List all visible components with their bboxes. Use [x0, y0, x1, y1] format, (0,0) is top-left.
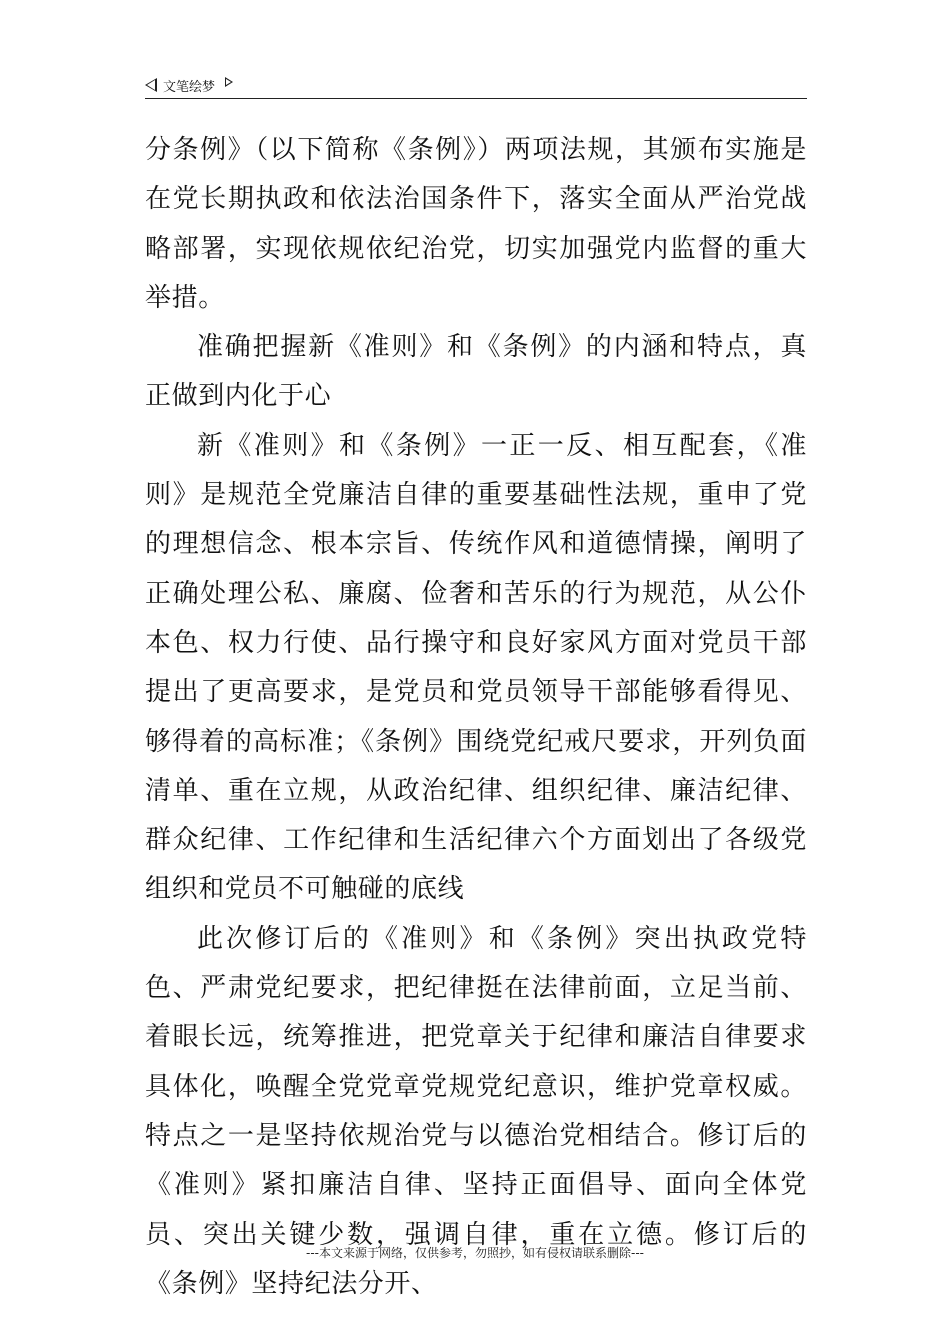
- document-body: [145, 126, 807, 1309]
- header-title: 文笔绘梦: [163, 79, 216, 95]
- paragraph-2: 准确把握新《准则》和《条例》的内涵和特点，真正做到内化于心: [145, 332, 807, 412]
- triangle-right-icon: [225, 77, 233, 87]
- footer-notice: ---本文来源于网络，仅供参考，勿照抄，如有侵权请联系删除---: [306, 1246, 644, 1260]
- paragraph-4: 此次修订后的《准则》和《条例》突出执政党特色、严肃党纪要求，把纪律挺在法律前面，立足当前、着眼长远，统筹推进，把党章关于纪律和廉洁自律要求具体化，唤醒全党党章党规党纪意识，维护党章权威。特点之一是坚持依规治党与以德治党相结合。修订后的《准则》紧扣廉洁自律、坚持正面倡导、面向全体党员、突出关键少数，强调自律，重在立德。修订后的《条例》坚持纪法分开、: [145, 923, 807, 1299]
- paragraph-1: 分条例》（以下简称《条例》）两项法规，其颁布实施是在党长期执政和依法治国条件下，落实全面从严治党战略部署，实现依规依纪治党，切实加强党内监督的重大举措。: [145, 135, 807, 313]
- page-header: [145, 72, 807, 99]
- paragraph-3: 新《准则》和《条例》一正一反、相互配套，《准则》是规范全党廉洁自律的重要基础性法规，重申了党的理想信念、根本宗旨、传统作风和道德情操，阐明了正确处理公私、廉腐、俭奢和苦乐的行为规范，从公仆本色、权力行使、品行操守和良好家风方面对党员干部提出了更高要求，是党员和党员领导干部能够看得见、够得着的高标准；《条例》围绕党纪戒尺要求，开列负面清单、重在立规，从政治纪律、组织纪律、廉洁纪律、群众纪律、工作纪律和生活纪律六个方面划出了各级党组织和党员不可触碰的底线: [145, 430, 807, 905]
- triangle-left-icon: [145, 78, 157, 92]
